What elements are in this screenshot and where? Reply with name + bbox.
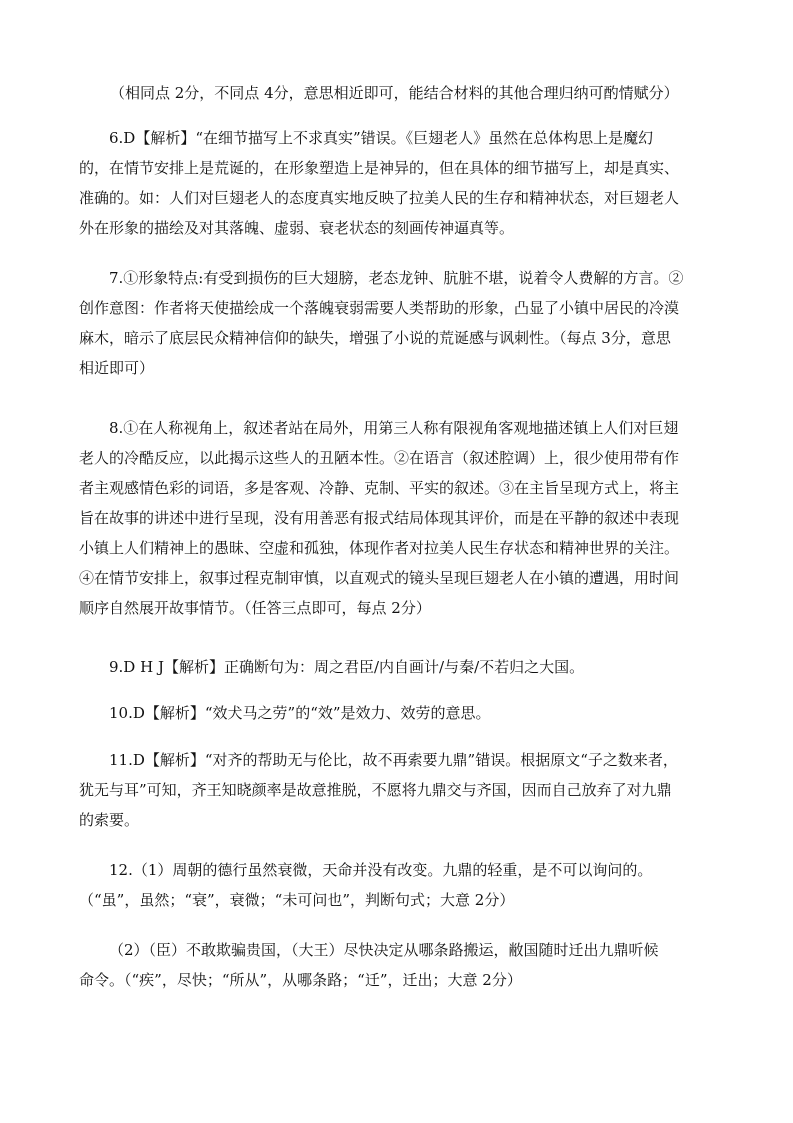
text-line: 准确的。如：人们对巨翅老人的态度真实地反映了拉美人民的生存和精神状态，对巨翅老人 xyxy=(79,189,680,207)
text-line: 的索要。 xyxy=(79,811,140,829)
text-line: 麻木，暗示了底层民众精神信仰的缺失，增强了小说的荒诞感与讽刺性。（每点 3分，意思 xyxy=(79,329,671,347)
text-line: 9.D H J【解析】正确断句为：周之君臣/内自画计/与秦/不若归之大国。 xyxy=(109,658,585,676)
text-line: 老人的冷酷反应，以此揭示这些人的丑陋本性。②在语言（叙述腔调）上，很少使用带有作 xyxy=(79,449,680,467)
scoring-note-q5 xyxy=(110,78,730,108)
answer-q8 xyxy=(79,413,715,623)
text-line: ④在情节安排上，叙事过程克制审慎，以直观式的镜头呈现巨翅老人在小镇的遭遇，用时间 xyxy=(79,569,680,587)
text-line: 相近即可） xyxy=(79,359,155,377)
text-line: 犹无与耳”可知，齐王知晓颜率是故意推脱，不愿将九鼎交与齐国，因而自己放弃了对九鼎 xyxy=(79,781,672,799)
text-line: 6.D【解析】“在细节描写上不求真实”错误。《巨翅老人》虽然在总体构思上是魔幻 xyxy=(109,129,654,147)
text-line: （2）（臣）不敢欺骗贵国，（大王）尽快决定从哪条路搬运，敝国随时迁出九鼎听候 xyxy=(109,941,659,959)
text-line: 12.（1）周朝的德行虽然衰微，天命并没有改变。九鼎的轻重，是不可以询问的。 xyxy=(109,861,653,879)
text-line: 小镇上人们精神上的愚昧、空虚和孤独，体现作者对拉美人民生存状态和精神世界的关注。 xyxy=(79,539,680,557)
text-line: 旨在故事的讲述中进行呈现，没有用善恶有报式结局体现其评价，而是在平静的叙述中表现 xyxy=(79,509,680,527)
text-line: （相同点 2分，不同点 4分，意思相近即可，能结合材料的其他合理归纳可酌情赋分） xyxy=(110,84,679,102)
text-line: 的，在情节安排上是荒诞的，在形象塑造上是神异的，但在具体的细节描写上，却是真实、 xyxy=(79,159,680,177)
answer-q7 xyxy=(79,263,715,383)
text-line: 命令。（“疾”，尽快；“所从”，从哪条路；“迁”，迁出；大意 2分） xyxy=(79,971,522,989)
text-line: 11.D【解析】“对齐的帮助无与伦比，故不再索要九鼎”错误。根据原文“子之数来者， xyxy=(109,751,678,769)
answer-q9 xyxy=(79,652,715,682)
text-line: （“虽”，虽然；“衰”，衰微；“未可问也”，判断句式；大意 2分） xyxy=(79,891,515,909)
text-line: 顺序自然展开故事情节。（任答三点即可，每点 2分） xyxy=(79,599,431,617)
text-line: 7.①形象特点:有受到损伤的巨大翅膀，老态龙钟、肮脏不堪，说着令人费解的方言。② xyxy=(109,269,684,287)
answer-q6 xyxy=(79,123,715,243)
answer-q12-part2 xyxy=(79,935,715,995)
text-line: 者主观感情色彩的词语，多是客观、冷静、克制、平实的叙述。③在主旨呈现方式上，将主 xyxy=(79,479,680,497)
text-line: 创作意图：作者将天使描绘成一个落魄衰弱需要人类帮助的形象，凸显了小镇中居民的冷漠 xyxy=(79,299,680,317)
text-line: 10.D【解析】“效犬马之劳”的“效”是效力、效劳的意思。 xyxy=(109,704,491,722)
text-line: 8.①在人称视角上，叙述者站在局外，用第三人称有限视角客观地描述镇上人们对巨翅 xyxy=(109,419,679,437)
answer-q12-part1 xyxy=(79,855,715,915)
text-line: 外在形象的描绘及对其落魄、虚弱、衰老状态的刻画传神逼真等。 xyxy=(79,219,515,237)
answer-q11 xyxy=(79,745,715,835)
answer-q10 xyxy=(79,698,715,728)
